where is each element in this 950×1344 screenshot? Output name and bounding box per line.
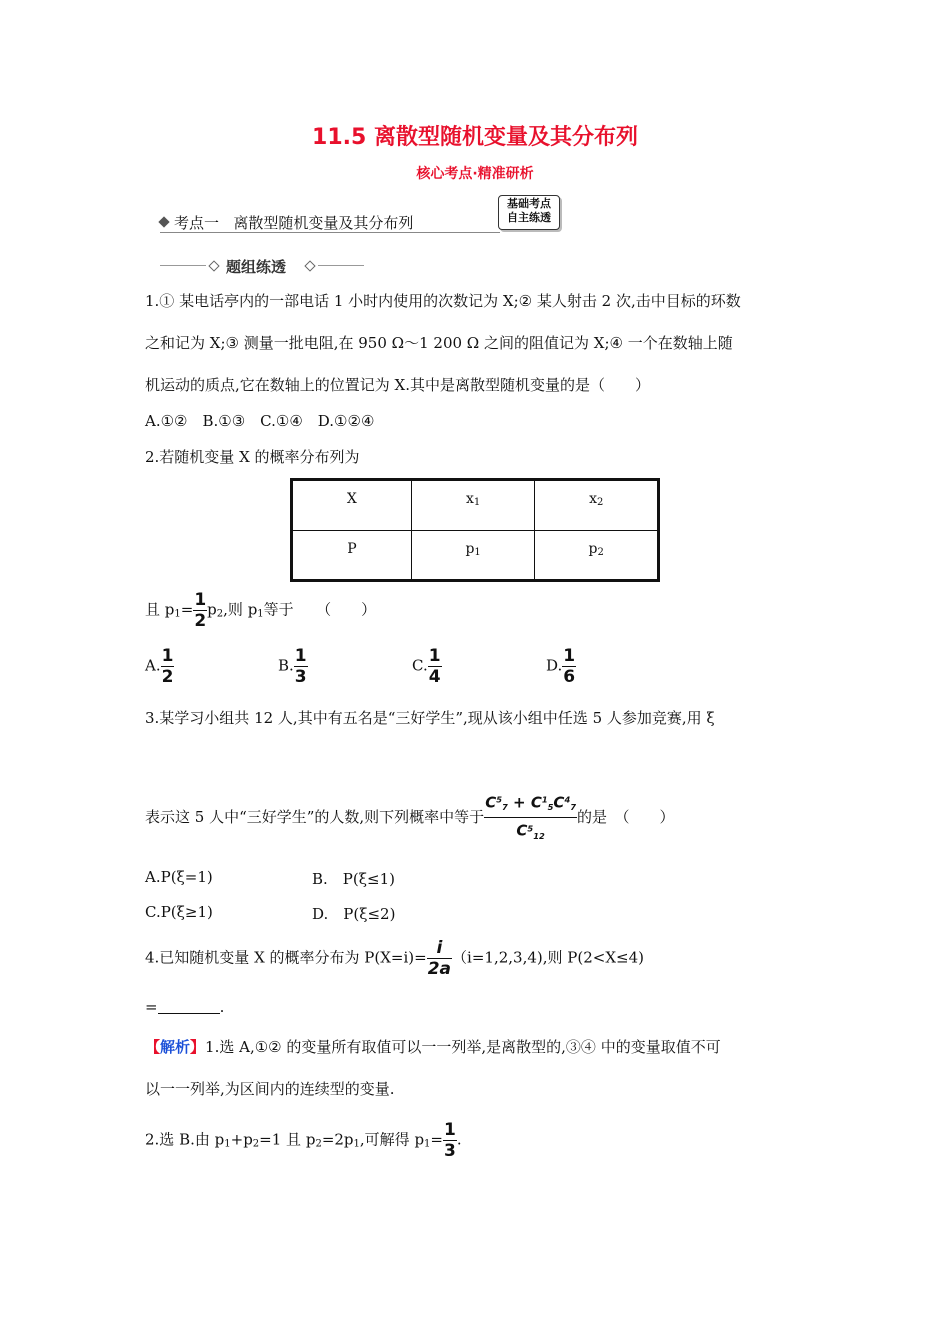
diamond-icon [158, 216, 169, 227]
table-row [292, 480, 659, 531]
table-cell: $x_1$ [411, 480, 535, 531]
kaodian-name: 离散型随机变量及其分布列 [233, 214, 414, 232]
q2-option-a: A. $\frac{1}{2}$ [145, 646, 174, 687]
q1-line3: 机运动的质点,它在数轴上的位置记为 X.其中是离散型随机变量的是（ ） [145, 376, 650, 394]
q2-stem: 2.若随机变量 X 的概率分布列为 [145, 448, 360, 466]
q3-line1: 3.某学习小组共 12 人,其中有五名是“三好学生”,现从该小组中任选 5 人参加竞赛,用 ξ [145, 709, 715, 727]
answer-blank [158, 1001, 220, 1014]
section-subtitle: 核心考点·精准研析 [416, 166, 534, 182]
q3-line2: 表示这 5 人中“三好学生”的人数,则下列概率中等于 $\frac{C^5_7 + C^1_5C^4_7}{C^5_{12}}$ 的是 （ ） [145, 790, 675, 846]
q3-option-d: D. P(ξ≤2) [312, 905, 396, 923]
badge-line2: 自主练透 [507, 211, 551, 224]
q2-option-b: B. $\frac{1}{3}$ [278, 646, 307, 687]
kaodian-label: 考点一 [174, 214, 220, 232]
table-cell: $p_2$ [535, 530, 659, 581]
q1-line1: 1.① 某电话亭内的一部电话 1 小时内使用的次数记为 X;② 某人射击 2 次,击中目标的环数 [145, 292, 741, 310]
distribution-table [290, 478, 660, 582]
combination-fraction: $\frac{C^5_7 + C^1_5C^4_7}{C^5_{12}}$ [484, 790, 577, 846]
table-row [292, 530, 659, 581]
table-cell: X [292, 480, 412, 531]
q2-option-c: C. $\frac{1}{4}$ [412, 646, 441, 687]
group-line-right [318, 265, 364, 266]
kaodian-underline [160, 232, 500, 233]
kaodian-heading [160, 212, 413, 233]
q3-option-b: B. P(ξ≤1) [312, 870, 395, 888]
jiexi-line1: 【解析】1.选 A,①② 的变量所有取值可以一一列举,是离散型的,③④ 中的变量取值不可 [145, 1038, 721, 1056]
q3-option-c: C.P(ξ≥1) [145, 903, 213, 921]
fraction: $\frac{1}{3}$ [444, 1120, 456, 1161]
page-title: 11.5 离散型随机变量及其分布列 [312, 125, 638, 150]
fraction: $\frac{1}{2}$ [194, 590, 207, 631]
level-badge [498, 195, 560, 230]
jiexi-line2: 以一一列举,为区间内的连续型的变量. [145, 1080, 395, 1098]
diamond-icon [304, 260, 315, 271]
table-cell: P [292, 530, 412, 581]
q3-option-a: A.P(ξ=1) [145, 868, 213, 886]
badge-line1: 基础考点 [507, 197, 551, 210]
q2-condition: 且 $p_1=$ $\frac{1}{2}$ $p_2$,则 $p_1$等于 （ ） [145, 590, 377, 631]
jiexi-line3: 2.选 B.由 $p_1+p_2=1$ 且 $p_2=2p_1$,可解得 $p_1=$ $\frac{1}{3}$ . [145, 1120, 462, 1161]
group-line-left [160, 265, 206, 266]
jiexi-tag: 【解析】 [145, 1038, 206, 1056]
q1-options: A.①② B.①③ C.①④ D.①②④ [145, 412, 375, 430]
q1-line2: 之和记为 X;③ 测量一批电阻,在 950 Ω～1 200 Ω 之间的阻值记为 X;④ 一个在数轴上随 [145, 334, 733, 352]
group-label: 题组练透 [226, 258, 287, 276]
q4-line1: 4.已知随机变量 X 的概率分布为 P(X=i)= $\frac{i}{2a}$ （i=1,2,3,4),则 P(2<X≤4) [145, 938, 644, 979]
q4-line2: = . [145, 998, 225, 1016]
diamond-icon [208, 260, 219, 271]
q2-option-d: D. $\frac{1}{6}$ [546, 646, 576, 687]
table-cell: $p_1$ [411, 530, 535, 581]
table-cell: $x_2$ [535, 480, 659, 531]
fraction: $\frac{i}{2a}$ [427, 938, 452, 979]
